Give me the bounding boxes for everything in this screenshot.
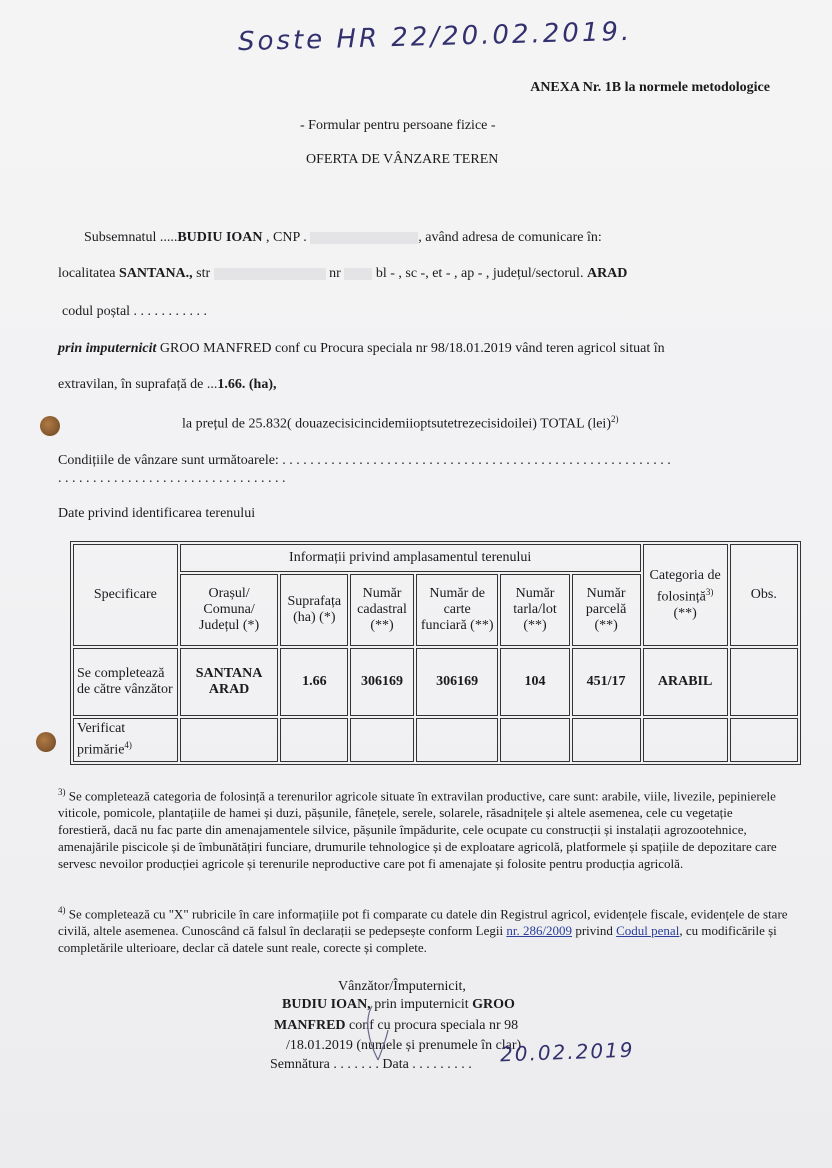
signature-line-1: BUDIU IOAN, prin imputernicit GROO	[282, 997, 515, 1012]
cell-parcel: 451/17	[572, 648, 641, 716]
cell-plot: 104	[500, 648, 569, 716]
form-subtitle: - Formular pentru persoane fizice -	[300, 118, 496, 133]
cell-cadastral: 306169	[350, 648, 414, 716]
cell-empty	[730, 718, 798, 762]
county: ARAD	[586, 266, 628, 281]
table-row	[73, 648, 798, 716]
signature-role: Vânzător/Împuternicit,	[338, 979, 466, 994]
locality: SANTANA.,	[119, 266, 193, 281]
col-header-parcel: Număr parcelă (**)	[572, 574, 641, 646]
cell-town: SANTANA ARAD	[180, 648, 279, 716]
area-value: 1.66. (ha),	[217, 377, 277, 392]
cell-empty	[643, 718, 728, 762]
proxy-line: prin imputernicit GROO MANFRED conf cu Procura speciala nr 98/18.01.2019 vând teren agricol situat în	[58, 341, 665, 356]
land-identification-heading: Date privind identificarea terenului	[58, 506, 256, 521]
redacted-number	[344, 268, 372, 280]
col-header-plot: Număr tarla/lot (**)	[500, 574, 569, 646]
spec-header: Specificare	[73, 544, 178, 646]
address-line: localitatea SANTANA., str nr bl - , sc -, et - , ap - , județul/sectorul. ARAD	[58, 266, 628, 281]
signature-date-line: Semnătura . . . . . . . Data . . . . . . . . .	[270, 1057, 472, 1072]
signature-line-3: /18.01.2019 (numele și prenumele în clar)	[286, 1038, 522, 1053]
cell-land-book: 306169	[416, 648, 499, 716]
cell-empty	[572, 718, 641, 762]
annex-heading: ANEXA Nr. 1B la normele metodologice	[530, 80, 770, 95]
postal-code-line: codul poștal . . . . . . . . . . .	[62, 304, 208, 319]
handwritten-date: 20.02.2019	[499, 1037, 635, 1067]
col-header-town: Orașul/ Comuna/ Județul (*)	[180, 574, 279, 646]
cell-category: ARABIL	[643, 648, 728, 716]
signature-mark	[360, 1000, 400, 1070]
conditions-line-2: . . . . . . . . . . . . . . . . . . . . . . . . . . . . . . . . .	[58, 471, 286, 486]
row-label-verified: Verificat primărie$^{4)}$	[73, 718, 178, 762]
footnote-4: $^{4)}$ Se completează cu "X" rubricile în care informațiile pot fi comparate cu datele din Registrul agricol, evidențele fiscale, evidențele de stare civilă, altele asemenea. Cunoscând că falsul în declarații se pedepsește conform Legii nr. 286/2009 privind Codul penal, cu modificările și completările ulterioare, declar că datele sunt reale, corecte și complete.	[58, 905, 788, 956]
cell-empty	[280, 718, 348, 762]
cell-obs	[730, 648, 798, 716]
redacted-street	[214, 268, 326, 280]
form-title: OFERTA DE VÂNZARE TEREN	[306, 152, 499, 167]
area-line: extravilan, în suprafață de ...1.66. (ha),	[58, 377, 277, 392]
row-label-seller: Se completează de către vânzător	[73, 648, 178, 716]
cell-empty	[180, 718, 279, 762]
price-line: la prețul de 25.832( douazecisicincidemiioptsutetrezecisidoilei) TOTAL (lei)$^{2)}$	[182, 414, 619, 432]
punch-hole	[40, 416, 60, 436]
seller-line: Subsemnatul .....BUDIU IOAN , CNP . , având adresa de comunicare în:	[84, 230, 602, 245]
cell-empty	[416, 718, 499, 762]
cell-empty	[350, 718, 414, 762]
location-group-header: Informații privind amplasamentul terenului	[180, 544, 641, 572]
table-row	[73, 718, 798, 762]
col-header-area: Suprafața (ha) (*)	[280, 574, 348, 646]
footnote-3: $^{3)}$ Se completează categoria de folosință a terenurilor agricole situate în extravilan productive, care sunt: arabile, viile, livezile, pepinierele viticole, pomicole, plantațiile de hamei și duzi, pășunile, fânețele, serele, solarele, răsadnițele și altele asemenea, cele cu vegetație forestieră, dacă nu fac parte din amenajamentele silvice, pășunile împădurite, cele ocupate cu construcții și instalații agrozootehnice, amenajările piscicole și de îmbunătățiri funciare, drumurile tehnologice și de exploatare agricolă, platformele și spațiile de depozitare care servesc nevoilor producției agricole și terenurile neproductive care pot fi amenajate și folosite pentru producția agricolă.	[58, 787, 777, 872]
land-info-table	[70, 541, 801, 765]
category-header: Categoria de folosință$^{3)}$ (**)	[643, 544, 728, 646]
punch-hole	[36, 732, 56, 752]
cell-area: 1.66	[280, 648, 348, 716]
seller-name: BUDIU IOAN	[177, 230, 263, 245]
obs-header: Obs.	[730, 544, 798, 646]
redacted-cnp	[310, 232, 418, 244]
cell-empty	[500, 718, 569, 762]
handwritten-registration-note: Soste HR 22/20.02.2019.	[237, 16, 633, 58]
penal-code-link[interactable]: Codul penal	[616, 923, 680, 939]
col-header-cadastral: Număr cadastral (**)	[350, 574, 414, 646]
proxy-label: prin imputernicit	[58, 341, 157, 356]
conditions-line: Condițiile de vânzare sunt următoarele: . . . . . . . . . . . . . . . . . . . . . . . . . . . . . . . . . . . . . . . . . . . . . . . . . . . . . . . .	[58, 453, 671, 468]
col-header-land-book: Număr de carte funciară (**)	[416, 574, 499, 646]
signature-line-2: MANFRED conf cu procura speciala nr 98	[274, 1018, 519, 1033]
law-link[interactable]: nr. 286/2009	[506, 923, 573, 939]
